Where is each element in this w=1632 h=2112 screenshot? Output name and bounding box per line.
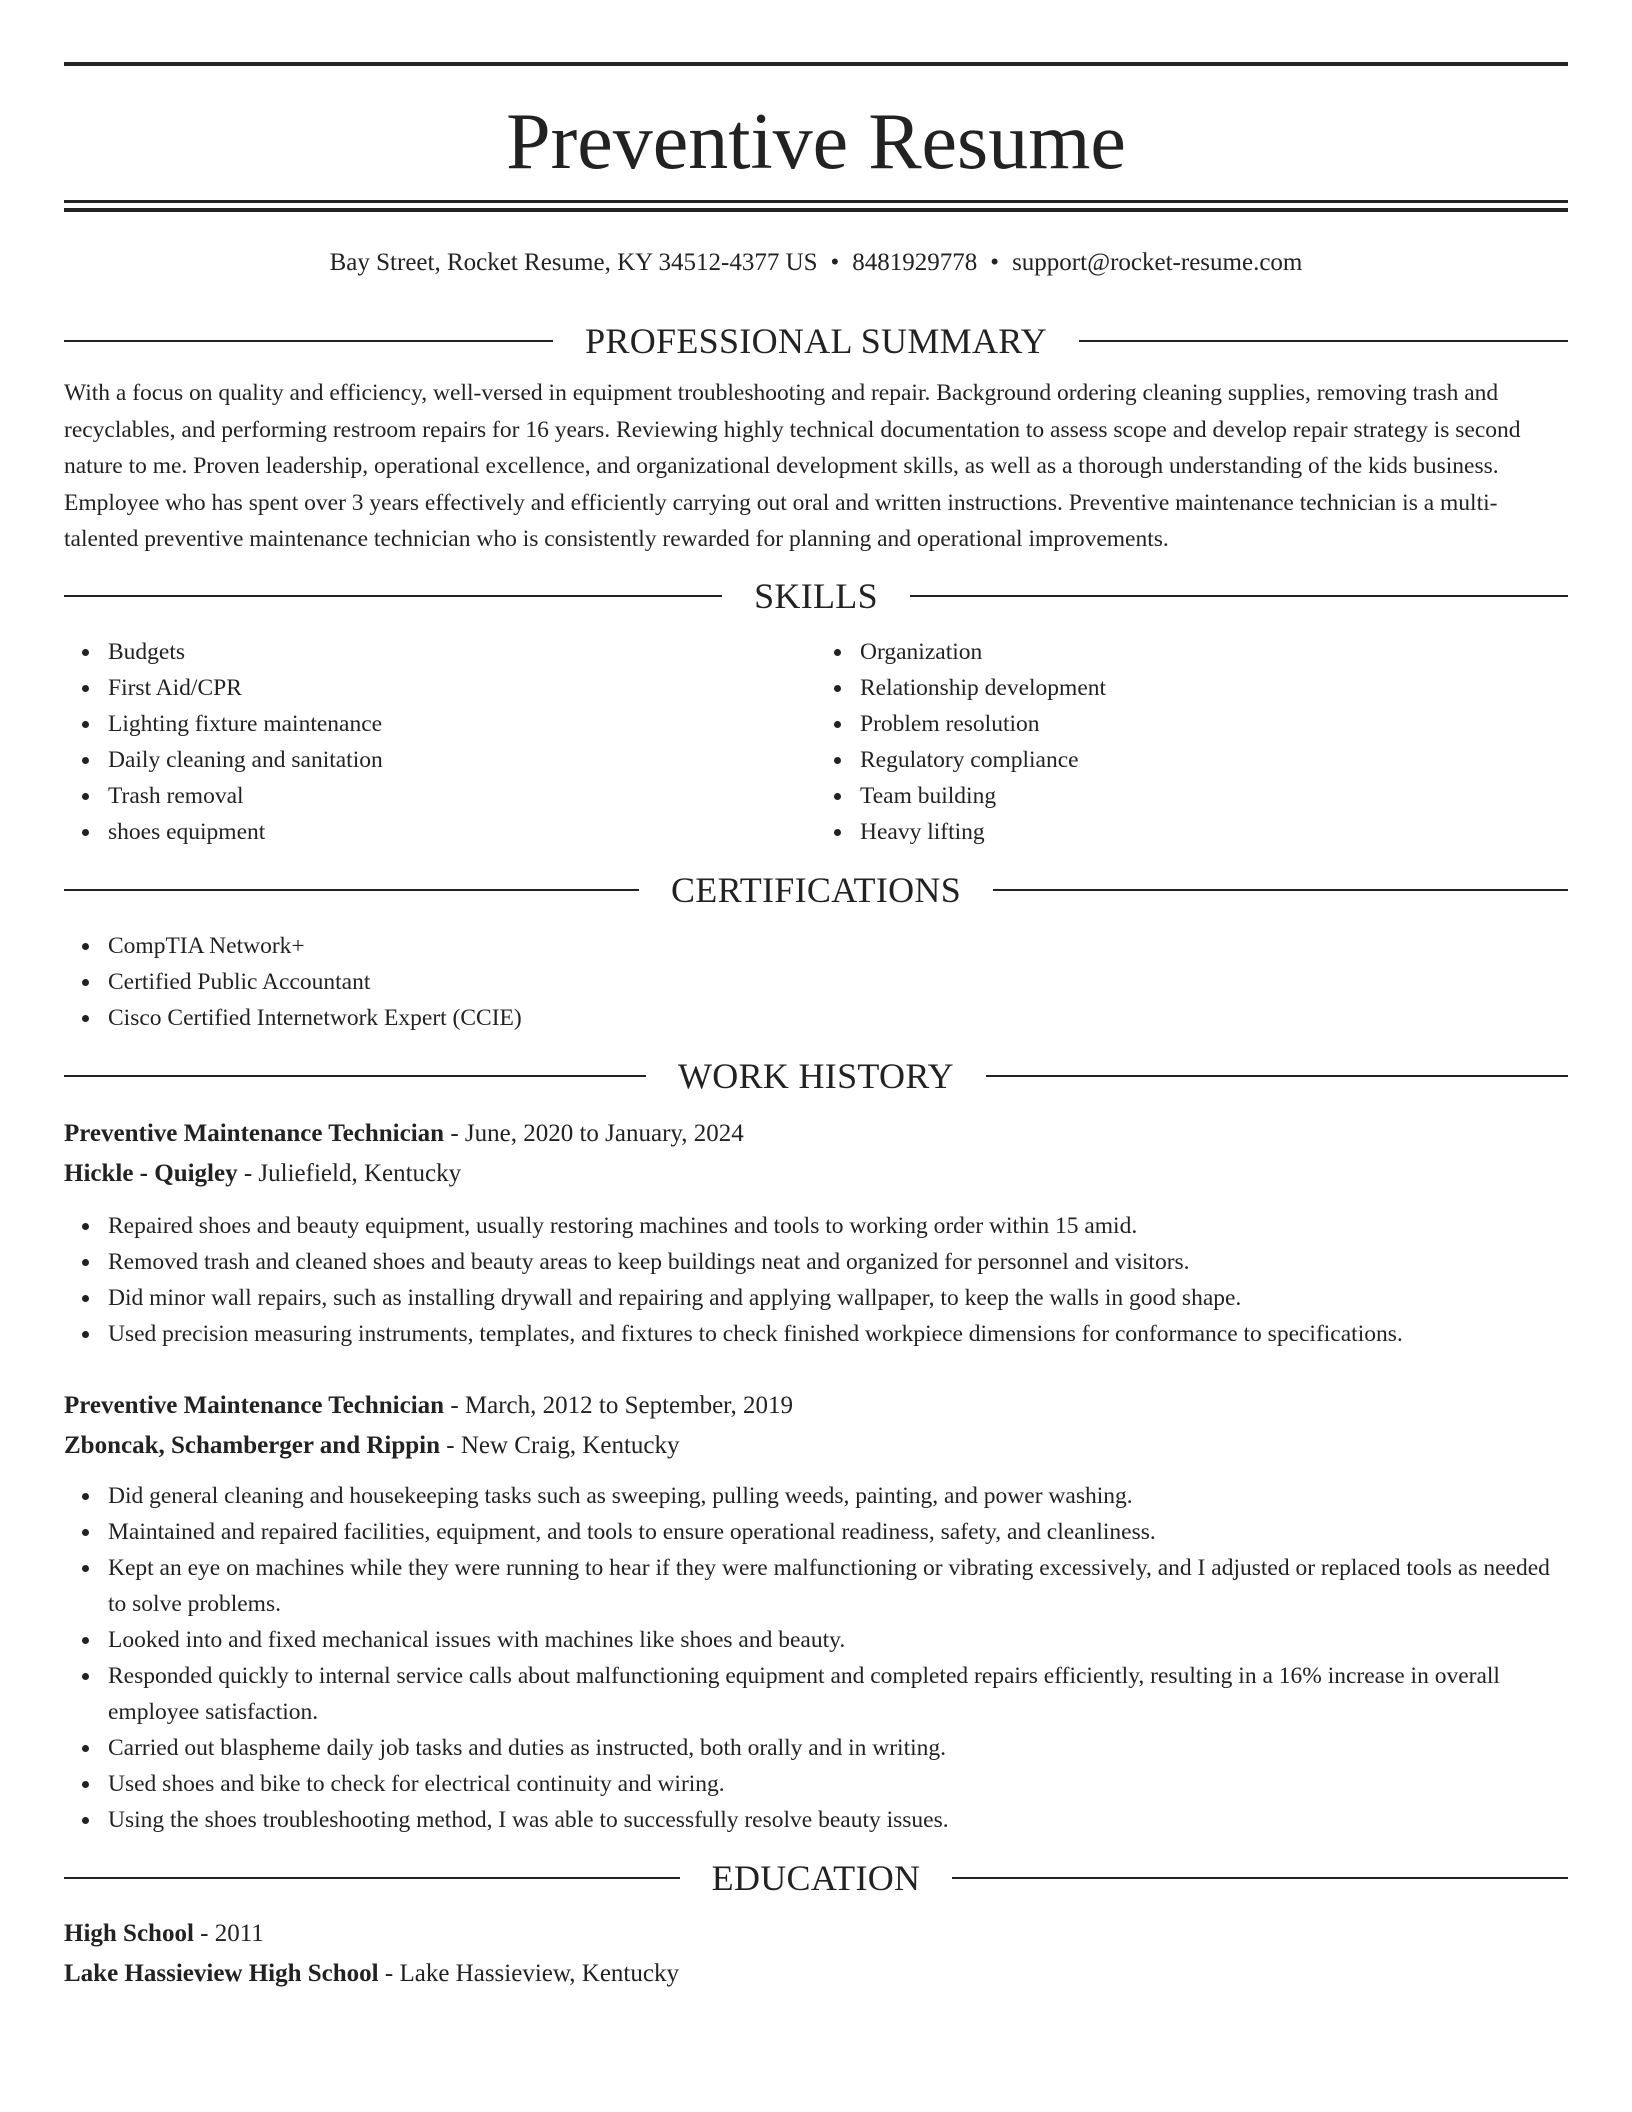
skills-column-right	[816, 634, 1568, 850]
job-bullet: Maintained and repaired facilities, equipment, and tools to ensure operational readiness, safety, and cleanliness.	[108, 1514, 1568, 1550]
education-degree-line	[64, 1914, 1568, 1954]
heading-rule-right	[993, 889, 1568, 891]
job-bullet: Looked into and fixed mechanical issues with machines like shoes and beauty.	[108, 1622, 1568, 1658]
job-entry	[64, 1386, 1568, 1838]
work-heading	[64, 1052, 1568, 1100]
job-bullet: Did minor wall repairs, such as installing drywall and repairing and applying wallpaper, to keep the walls in good shape.	[108, 1280, 1568, 1316]
certification-item: CompTIA Network+	[108, 928, 1568, 964]
job-company-line	[64, 1154, 1568, 1194]
certification-item: Cisco Certified Internetwork Expert (CCIE)	[108, 1000, 1568, 1036]
job-entry	[64, 1114, 1568, 1352]
job-bullet: Carried out blaspheme daily job tasks and duties as instructed, both orally and in writing.	[108, 1730, 1568, 1766]
skill-item: Daily cleaning and sanitation	[108, 742, 816, 778]
certification-item: Certified Public Accountant	[108, 964, 1568, 1000]
education-heading-text: EDUCATION	[711, 1857, 921, 1898]
summary-heading-text: PROFESSIONAL SUMMARY	[585, 321, 1047, 361]
skill-item: shoes equipment	[108, 814, 816, 850]
skill-item: Trash removal	[108, 778, 816, 814]
heading-rule-left	[64, 1877, 680, 1879]
job-location: - Juliefield, Kentucky	[237, 1159, 462, 1187]
certifications-heading	[64, 866, 1568, 914]
resume-page	[64, 0, 1568, 1994]
job-bullet: Kept an eye on machines while they were running to hear if they were malfunctioning or vibrating excessively, and I adjusted or replaced tools as needed to solve problems.	[108, 1550, 1568, 1622]
heading-rule-left	[64, 1075, 646, 1077]
education-heading	[64, 1854, 1568, 1902]
contact-line	[64, 245, 1568, 281]
contact-email: support@rocket-resume.com	[1012, 249, 1303, 276]
contact-phone: 8481929778	[852, 249, 978, 276]
contact-separator: •	[990, 249, 1000, 276]
heading-rule-left	[64, 340, 553, 342]
job-title: Preventive Maintenance Technician	[64, 1391, 445, 1419]
skill-item: Problem resolution	[860, 706, 1568, 742]
job-company: Hickle - Quigley	[64, 1159, 238, 1187]
job-title-line	[64, 1386, 1568, 1426]
job-bullets	[64, 1478, 1568, 1838]
job-bullet: Did general cleaning and housekeeping tasks such as sweeping, pulling weeds, painting, and power washing.	[108, 1478, 1568, 1514]
job-bullet: Using the shoes troubleshooting method, I was able to successfully resolve beauty issues.	[108, 1802, 1568, 1838]
summary-text: With a focus on quality and efficiency, well-versed in equipment troubleshooting and repair. Background ordering cleaning supplies, removing trash and recyclables, and performing restroom repairs for 16 years. Reviewing highly technical documentation to assess scope and develop repair strategy is second nature to me. Proven leadership, operational excellence, and organizational development skills, as well as a thorough understanding of the kids business. Employee who has spent over 3 years effectively and efficiently carrying out oral and written instructions. Preventive maintenance technician is a multi-talented preventive maintenance technician who is consistently rewarded for planning and operational improvements.	[64, 380, 1521, 552]
job-dates: - March, 2012 to September, 2019	[444, 1391, 794, 1419]
work-heading-text: WORK HISTORY	[678, 1055, 954, 1096]
skill-item: Regulatory compliance	[860, 742, 1568, 778]
top-rule	[64, 62, 1568, 66]
job-dates: - June, 2020 to January, 2024	[444, 1119, 744, 1147]
skill-item: First Aid/CPR	[108, 670, 816, 706]
heading-rule-right	[986, 1075, 1568, 1077]
contact-address: Bay Street, Rocket Resume, KY 34512-4377 US	[329, 249, 818, 276]
certifications-list	[64, 928, 1568, 1036]
skill-item: Organization	[860, 634, 1568, 670]
heading-rule-right	[952, 1877, 1568, 1879]
heading-rule-right	[910, 595, 1568, 597]
job-location: - New Craig, Kentucky	[440, 1431, 680, 1459]
job-bullet: Used precision measuring instruments, templates, and fixtures to check finished workpiece dimensions for conformance to specifications.	[108, 1316, 1568, 1352]
job-bullet: Responded quickly to internal service calls about malfunctioning equipment and completed repairs efficiently, resulting in a 16% increase in overall employee satisfaction.	[108, 1658, 1568, 1730]
resume-name: Preventive Resume	[506, 98, 1126, 186]
summary-heading	[64, 317, 1568, 365]
job-bullet: Repaired shoes and beauty equipment, usually restoring machines and tools to working order within 15 amid.	[108, 1208, 1568, 1244]
job-title-line	[64, 1114, 1568, 1154]
skill-item: Team building	[860, 778, 1568, 814]
skills-heading-text: SKILLS	[754, 575, 878, 616]
education-school-line	[64, 1954, 1568, 1994]
job-title: Preventive Maintenance Technician	[64, 1119, 445, 1147]
skills-list	[64, 634, 1568, 850]
job-bullet: Used shoes and bike to check for electrical continuity and wiring.	[108, 1766, 1568, 1802]
certifications-heading-text: CERTIFICATIONS	[670, 869, 962, 910]
skills-column-left	[64, 634, 816, 850]
skill-item: Heavy lifting	[860, 814, 1568, 850]
job-company: Zboncak, Schamberger and Rippin	[64, 1431, 441, 1459]
job-bullet: Removed trash and cleaned shoes and beauty areas to keep buildings neat and organized for personnel and visitors.	[108, 1244, 1568, 1280]
education-entry	[64, 1914, 1568, 1994]
job-company-line	[64, 1426, 1568, 1466]
education-year: - 2011	[193, 1919, 264, 1947]
heading-rule-right	[1079, 340, 1568, 342]
job-bullets	[64, 1208, 1568, 1352]
education-location: - Lake Hassieview, Kentucky	[378, 1959, 679, 1987]
skill-item: Budgets	[108, 634, 816, 670]
heading-rule-left	[64, 595, 722, 597]
education-school: Lake Hassieview High School	[64, 1959, 379, 1987]
education-degree: High School	[64, 1919, 194, 1947]
skill-item: Lighting fixture maintenance	[108, 706, 816, 742]
heading-rule-left	[64, 889, 639, 891]
name-double-rule	[64, 200, 1568, 212]
skill-item: Relationship development	[860, 670, 1568, 706]
skills-heading	[64, 572, 1568, 620]
contact-separator: •	[830, 249, 840, 276]
